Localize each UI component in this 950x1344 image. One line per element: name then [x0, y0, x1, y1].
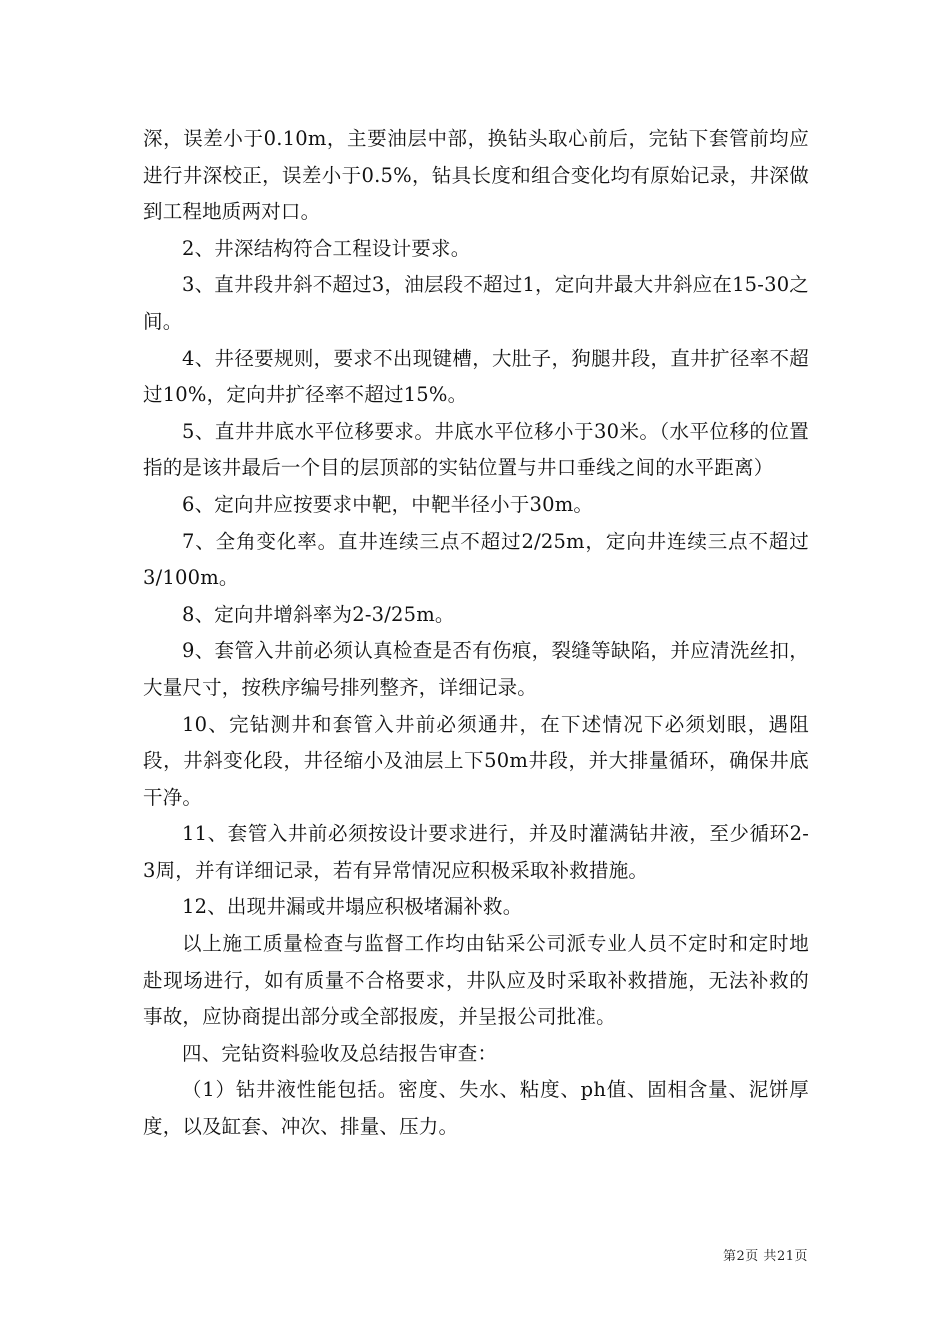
- document-body: [143, 121, 809, 1146]
- paragraph-item-2: 2、井深结构符合工程设计要求。: [182, 236, 471, 260]
- paragraph-item-4: 4、井径要规则，要求不出现键槽，大肚子，狗腿井段，直井扩径率不超过10%，定向井扩径率不超过15%。: [143, 346, 809, 407]
- paragraph-item-9: 9、套管入井前必须认真检查是否有伤痕，裂缝等缺陷，并应清洗丝扣，大量尺寸，按秩序编号排列整齐，详细记录。: [143, 639, 809, 699]
- footer-suffix: 页: [794, 1249, 808, 1264]
- footer-middle: 页 共: [745, 1249, 777, 1264]
- paragraph-item-11: 11、套管入井前必须按设计要求进行，并及时灌满钻井液，至少循环2-3周，并有详细记录，若有异常情况应积极采取补救措施。: [143, 822, 809, 882]
- page-footer: [0, 1245, 808, 1264]
- footer-prefix: 第: [723, 1249, 737, 1264]
- paragraph-summary: 以上施工质量检查与监督工作均由钻采公司派专业人员不定时和定时地赴现场进行，如有质量不合格要求，井队应及时采取补救措施，无法补救的事故，应协商提出部分或全部报废，并呈报公司批准。: [143, 932, 809, 1029]
- paragraph-item-3: 3、直井段井斜不超过3，油层段不超过1，定向井最大井斜应在15-30之间。: [143, 273, 809, 333]
- paragraph-item-10: 10、完钻测井和套管入井前必须通井，在下述情况下必须划眼，遇阻段，井斜变化段，井径缩小及油层上下50m井段，并大排量循环，确保井底干净。: [143, 712, 809, 809]
- paragraph-item-12: 12、出现井漏或井塌应积极堵漏补救。: [182, 895, 523, 919]
- paragraph-item-5: 5、直井井底水平位移要求。井底水平位移小于30米。（水平位移的位置指的是该井最后一个目的层顶部的实钻位置与井口垂线之间的水平距离）: [143, 419, 809, 480]
- paragraph-item-7: 7、全角变化率。直井连续三点不超过2/25m，定向井连续三点不超过3/100m。: [143, 529, 809, 590]
- footer-page-number: 2: [736, 1249, 746, 1264]
- footer-total-pages: 21: [776, 1249, 795, 1264]
- paragraph-subitem-1: （1）钻井液性能包括。密度、失水、粘度、ph值、固相含量、泥饼厚度，以及缸套、冲次、排量、压力。: [143, 1078, 809, 1139]
- paragraph-continuation: 深，误差小于0.10m，主要油层中部，换钻头取心前后，完钻下套管前均应进行井深校正，误差小于0.5%，钻具长度和组合变化均有原始记录，井深做到工程地质两对口。: [143, 127, 809, 224]
- paragraph-item-6: 6、定向井应按要求中靶，中靶半径小于30m。: [182, 492, 594, 516]
- section-heading: 四、完钻资料验收及总结报告审查：: [182, 1041, 498, 1065]
- paragraph-item-8: 8、定向井增斜率为2-3/25m。: [182, 602, 455, 626]
